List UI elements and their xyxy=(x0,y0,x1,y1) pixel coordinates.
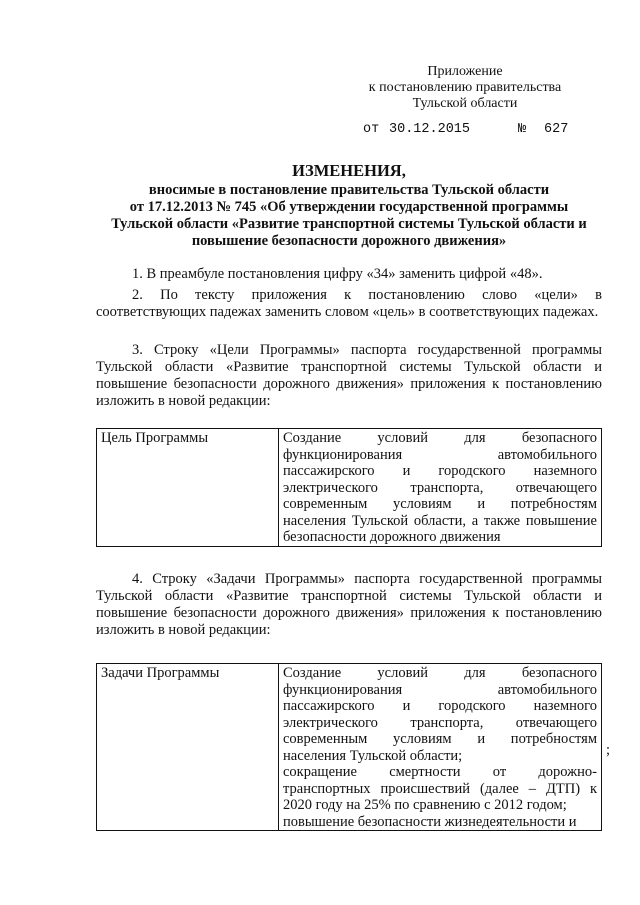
table-row xyxy=(97,429,602,547)
date-label: от xyxy=(363,122,380,137)
table-row xyxy=(97,664,602,831)
goal-label-cell: Цель Программы xyxy=(97,429,279,547)
trailing-semicolon: ; xyxy=(606,742,611,758)
paragraph-3: 3. Строку «Цели Программы» паспорта государственной программы Тульской области «Развитие транспортной системы Тульской области и повышение безопасности дорожного движения» приложения к постановлению изложить в новой редакции: xyxy=(96,342,602,409)
document-title xyxy=(96,163,602,250)
task-item-2: сокращение смертности от дорожно-транспортных происшествий (далее – ДТП) к 2020 году на 25% по сравнению с 2012 годом; xyxy=(283,764,597,813)
document-number: 627 xyxy=(544,122,569,137)
number-label: № xyxy=(518,122,527,137)
tasks-label-cell: Задачи Программы xyxy=(97,664,279,831)
tasks-table xyxy=(96,663,602,831)
appendix-line-1: Приложение xyxy=(427,64,503,79)
goal-text-cell xyxy=(279,429,602,547)
task-item-3: повышение безопасности жизнедеятельности и xyxy=(283,813,577,830)
task-item-1: Создание условий для безопасного функционирования автомобильного пассажирского и городского наземного электрического транспорта, отвечающего современным условиям и потребностям населения Тульской области; xyxy=(283,665,597,764)
title-line-3: Тульской области «Развитие транспортной системы Тульской области и xyxy=(111,216,587,232)
title-line-4: повышение безопасности дорожного движения» xyxy=(191,233,507,249)
goal-text: Создание условий для безопасного функционирования автомобильного пассажирского и городского наземного электрического транспорта, отвечающего современным условиям и потребностям населения Тульской области, а также повышение безопасности дорожного движения xyxy=(283,430,597,545)
paragraph-4: 4. Строку «Задачи Программы» паспорта государственной программы Тульской области «Развитие транспортной системы Тульской области и повышение безопасности дорожного движения» приложения к постановлению изложить в новой редакции: xyxy=(96,571,602,638)
appendix-line-2: к постановлению правительства xyxy=(368,80,562,95)
title-line-1: вносимые в постановление правительства Тульской области xyxy=(148,182,550,198)
title-line-2: от 17.12.2013 № 745 «Об утверждении государственной программы xyxy=(129,199,569,215)
appendix-header xyxy=(340,64,590,112)
appendix-line-3: Тульской области xyxy=(412,96,518,111)
title-main: ИЗМЕНЕНИЯ, xyxy=(292,161,406,180)
tasks-text-cell xyxy=(279,664,602,831)
paragraph-1: 1. В преамбуле постановления цифру «34» заменить цифрой «48». xyxy=(132,266,543,282)
goal-table xyxy=(96,428,602,547)
paragraph-2: 2. По тексту приложения к постановлению слово «цели» в соответствующих падежах заменить словом «цель» в соответствующих падежах. xyxy=(96,287,602,320)
document-date: 30.12.2015 xyxy=(389,122,471,137)
